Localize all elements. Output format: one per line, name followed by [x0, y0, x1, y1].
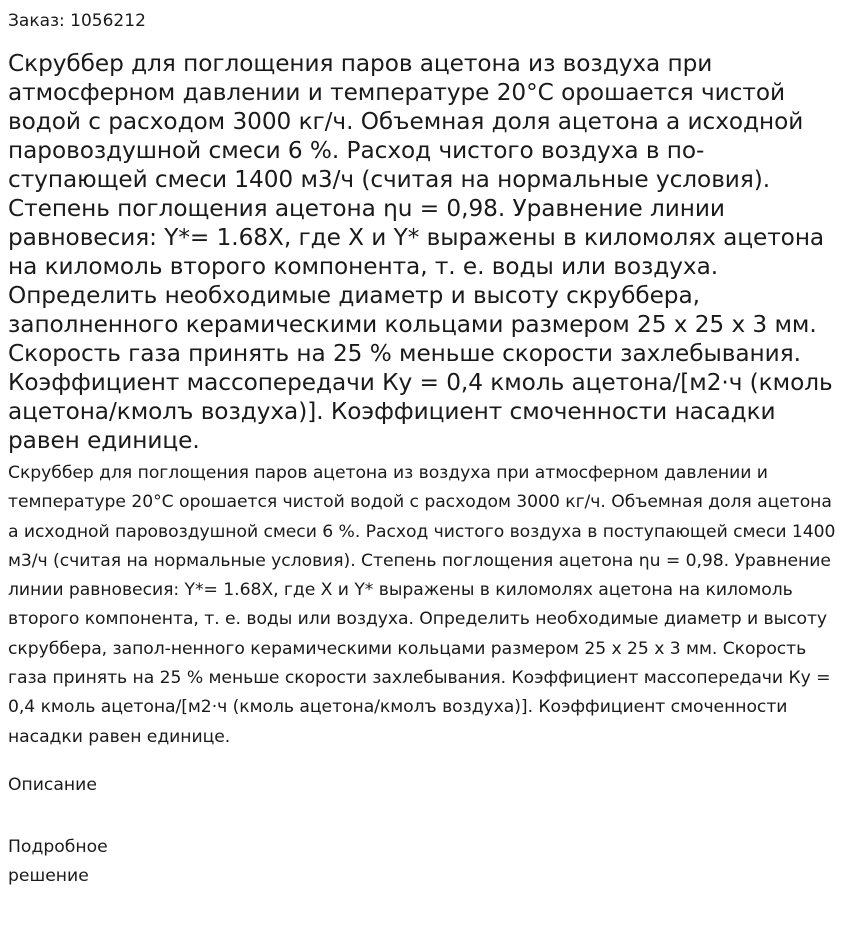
description-link[interactable]: Описание — [8, 774, 97, 795]
order-number: Заказ: 1056212 — [8, 11, 146, 31]
problem-text: Скруббер для поглощения паров ацетона из воздуха при атмосферном давлении и температуре 20°С орошается чистой водой с расходом 3000 кг/ч. Объемная доля ацетона а исходной паровоздушной смеси 6 %. Расход чистого воздуха в поступающей смеси 1400 м3/ч (считая на нормальные условия). Степень поглощения ацетона ηu = 0,98. Уравнение линии равновесия: Y*= 1.68Х, где X и Y* выражены в киломолях ацетона на киломоль второго компонента, т. е. воды или воздуха. Определить необходимые диаметр и высоту скруббера, запол-ненного керамическими кольцами размером 25 х 25 х 3 мм. Скорость газа принять на 25 % меньше скорости захлебывания. Коэффициент массопередачи Ку = 0,4 кмоль ацетона/[м2·ч (кмоль ацетона/кмолъ воздуха)]. Коэффициент смоченности насадки равен единице. — [8, 463, 836, 747]
detailed-solution-link[interactable]: Подробное решение — [8, 836, 108, 886]
problem-title: Скруббер для поглощения паров ацетона из воздуха при атмосферном давлении и температуре 20°С орошается чистой водой с расходом 3000 кг/ч. Объемная доля ацетона а исходной паровоздушной смеси 6 %. Расход чистого воздуха в по-ступающей смеси 1400 м3/ч (считая на нормальные условия). Степень поглощения ацетона ηu = 0,98. Уравнение линии равновесия: Y*= 1.68Х, где X и Y* выражены в киломолях ацетона на киломоль второго компонента, т. е. воды или воздуха. Определить необходимые диаметр и высоту скруббера, заполненного керамическими кольцами размером 25 х 25 х 3 мм. Скорость газа принять на 25 % меньше скорости захлебывания. Коэффициент массопередачи Ку = 0,4 кмоль ацетона/[м2·ч (кмоль ацетона/кмолъ воздуха)]. Коэффициент смоченности насадки равен единице. — [8, 50, 833, 454]
